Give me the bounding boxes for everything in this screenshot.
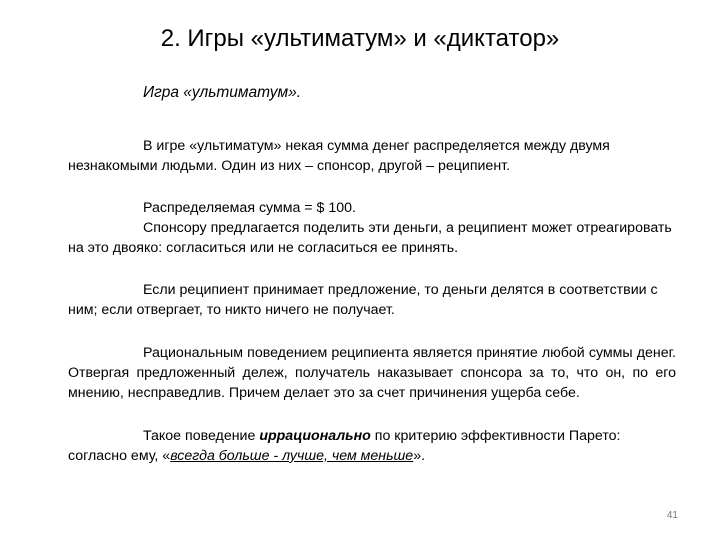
slide-body (68, 136, 676, 466)
page-number: 41 (666, 510, 678, 521)
pareto-text-middle: по критерию эффективности Парето: согласно ему, « (68, 428, 621, 464)
pareto-quote: всегда больше - лучше, чем меньше (170, 448, 414, 464)
irrational-emphasis: иррационально (259, 428, 371, 444)
section-subtitle: Игра «ультиматум». (143, 84, 302, 101)
paragraph-distributed-sum: Распределяемая сумма = $ 100. (143, 200, 356, 216)
pareto-text-after: ». (413, 448, 426, 464)
paragraph-pareto-criterion (68, 426, 676, 466)
paragraph-rational-behavior: Рациональным поведением реципиента является принятие любой суммы денег. Отвергая предложенный дележ, получатель наказывает спонсора за то, что он, по его мнению, несправедлив. Причем делает это за счет причинения ущерба себе. (68, 345, 676, 401)
paragraph-game-description: В игре «ультиматум» некая сумма денег распределяется между двумя незнакомыми людьми. Один из них – спонсор, другой – реципиент. (68, 138, 610, 174)
paragraph-sponsor-offer: Спонсору предлагается поделить эти деньги, а реципиент может отреагировать на это двояко: согласиться или не согласиться ее принять. (68, 220, 672, 256)
pareto-text-before: Такое поведение (143, 428, 260, 444)
slide-title: 2. Игры «ультиматум» и «диктатор» (160, 25, 560, 52)
paragraph-recipient-accepts: Если реципиент принимает предложение, то деньги делятся в соответствии с ним; если отвергает, то никто ничего не получает. (68, 282, 658, 318)
